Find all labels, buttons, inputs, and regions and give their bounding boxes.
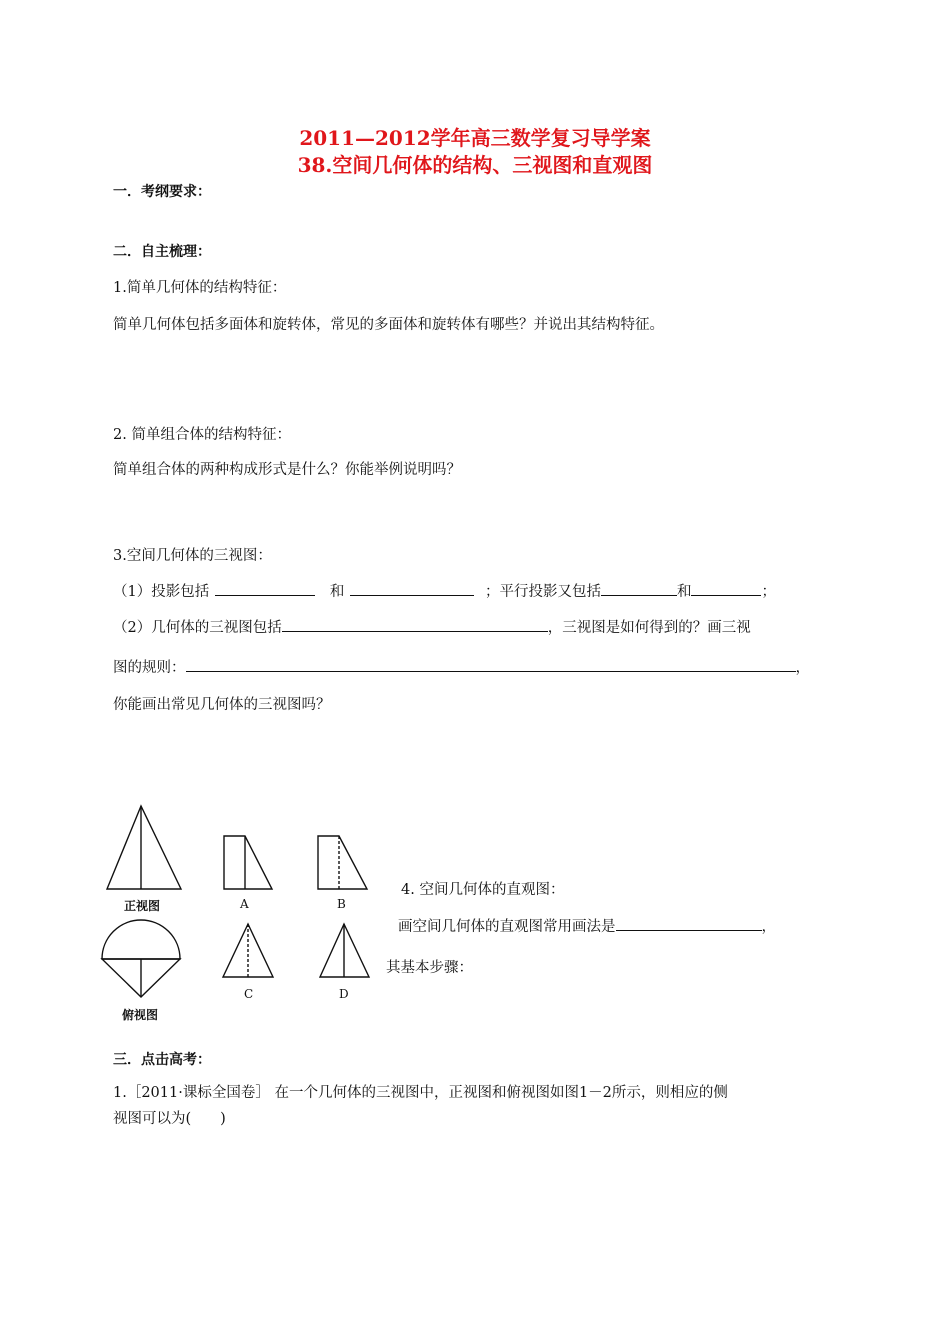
fill-blank-parallel-2[interactable]	[691, 581, 761, 596]
fill-blank-drawing-method[interactable]	[616, 916, 762, 931]
section-heading-exam: 三．点击高考：	[113, 1052, 211, 1068]
item3-line2	[113, 616, 751, 637]
item3-line1	[113, 580, 776, 601]
option-b-shape	[318, 836, 367, 889]
item3-line1-text-e: ；	[761, 584, 776, 600]
item3-line3-text-b: ，	[795, 660, 810, 676]
item4-heading: 4. 空间几何体的直观图：	[401, 882, 565, 898]
item3-line4: 你能画出常见几何体的三视图吗？	[113, 697, 331, 713]
item4-text2: 其基本步骤：	[386, 960, 473, 976]
label-option-b: B	[337, 897, 346, 911]
item3-line1-text-d: 和	[676, 584, 692, 600]
item4-text	[398, 915, 776, 936]
item3-line2-text-a: （2）几何体的三视图包括	[113, 620, 282, 636]
question1-line1: 1.［2011·课标全国卷］ 在一个几何体的三视图中，正视图和俯视图如图1－2所示，则相应的侧	[113, 1085, 728, 1101]
top-view-semicircle	[102, 920, 180, 959]
document-title: 2011—2012学年高三数学复习导学案	[299, 126, 651, 150]
section-heading-self-review: 二．自主梳理：	[113, 244, 211, 260]
fill-blank-three-views[interactable]	[282, 617, 548, 632]
section-heading-requirements: 一．考纲要求：	[113, 184, 211, 200]
item4-text-b: ，	[761, 919, 776, 935]
fill-blank-parallel-1[interactable]	[601, 581, 677, 596]
fill-blank-projection-1[interactable]	[215, 581, 315, 596]
label-front-view: 正视图	[124, 899, 161, 913]
label-top-view: 俯视图	[122, 1008, 159, 1022]
item3-line1-text-b: 和	[329, 584, 345, 600]
label-option-d: D	[339, 987, 349, 1001]
label-option-c: C	[244, 987, 254, 1001]
item3-line1-text-c: ；平行投影又包括	[484, 584, 601, 600]
item1-heading: 1.简单几何体的结构特征：	[113, 280, 287, 296]
item2-heading: 2. 简单组合体的结构特征：	[113, 427, 291, 443]
question1-line2: 视图可以为( )	[113, 1111, 226, 1127]
document-subtitle: 38.空间几何体的结构、三视图和直观图	[297, 153, 653, 177]
item3-line1-text-a: （1）投影包括	[113, 584, 210, 600]
item2-text: 简单组合体的两种构成形式是什么？你能举例说明吗？	[113, 462, 461, 478]
item3-line3-text-a: 图的规则：	[113, 660, 186, 676]
item4-text-a: 画空间几何体的直观图常用画法是	[398, 919, 616, 935]
item3-line2-text-b: ，三视图是如何得到的？画三视	[547, 620, 751, 636]
fill-blank-projection-2[interactable]	[350, 581, 474, 596]
fill-blank-drawing-rules[interactable]	[186, 657, 796, 672]
item1-text: 简单几何体包括多面体和旋转体，常见的多面体和旋转体有哪些？并说出其结构特征。	[113, 317, 664, 333]
item3-heading: 3.空间几何体的三视图：	[113, 548, 272, 564]
front-view-triangle	[107, 806, 181, 889]
option-a-shape	[224, 836, 272, 889]
item3-line3	[113, 656, 810, 677]
label-option-a: A	[240, 897, 249, 911]
